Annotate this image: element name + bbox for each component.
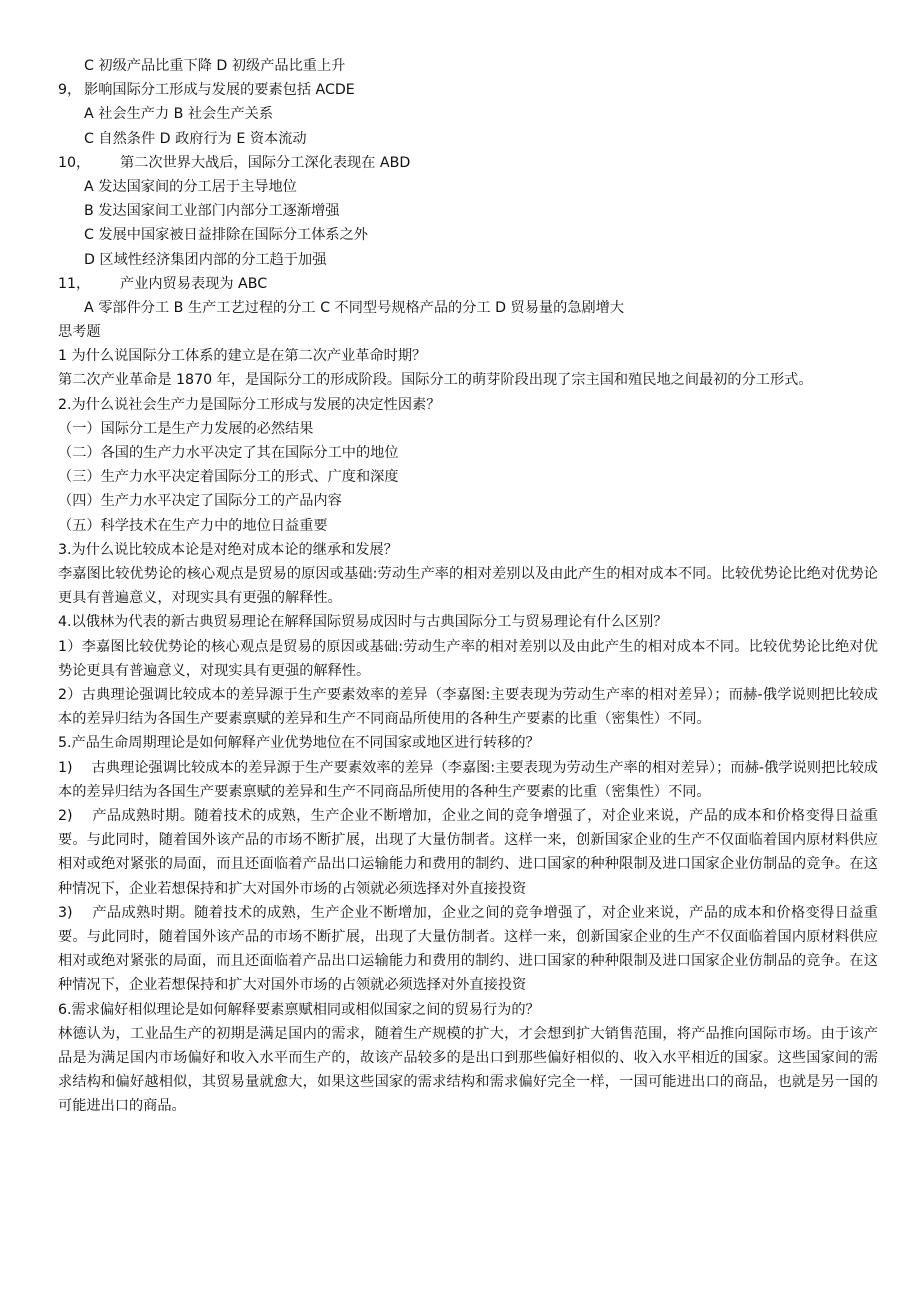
thinking-question-5: 5.产品生命周期理论是如何解释产业优势地位在不同国家或地区进行转移的？ <box>58 735 540 752</box>
option-line: A 社会生产力 B 社会生产关系 <box>84 106 274 123</box>
question-number: 11， <box>58 275 91 292</box>
list-item: （四）生产力水平决定了国际分工的产品内容 <box>58 493 342 510</box>
option-line: D 区域性经济集团内部的分工趋于加强 <box>84 251 327 268</box>
list-item: （二）各国的生产力水平决定了其在国际分工中的地位 <box>58 445 399 462</box>
list-item: （三）生产力水平决定着国际分工的形式、广度和深度 <box>58 469 399 486</box>
question-9 <box>58 78 878 102</box>
answer-paragraph: 2) 产品成熟时期。随着技术的成熟，生产企业不断增加，企业之间的竞争增强了，对企业来说，产品的成本和价格变得日益重要。与此同时，随着国外该产品的市场不断扩展，出现了大量仿制者。这样一来，创新国家企业的生产不仅面临着国内原材料供应相对或绝对紧张的局面，而且还面临着产品出口运输能力和费用的制约、进口国家的种种限制及进口国家企业仿制品的竞争。在这种情况下，企业若想保持和扩大对国外市场的占领就必须选择对外直接投资 <box>58 807 878 897</box>
thinking-question-4: 4.以俄林为代表的新古典贸易理论在解释国际贸易成因时与古典国际分工与贸易理论有什么区别？ <box>58 614 668 631</box>
question-text: 第二次世界大战后，国际分工深化表现在 ABD <box>120 154 411 171</box>
document-page <box>58 54 878 1119</box>
option-line: B 发达国家间工业部门内部分工逐渐增强 <box>84 203 340 220</box>
answer-paragraph: 1) 古典理论强调比较成本的差异源于生产要素效率的差异（李嘉图:主要表现为劳动生产率的相对差异）；而赫-俄学说则把比较成本的差异归结为各国生产要素禀赋的差异和生产不同商品所使用的各种生产要素的比重（密集性）不同。 <box>58 759 878 800</box>
answer-paragraph: 李嘉图比较优势论的核心观点是贸易的原因或基础:劳动生产率的相对差别以及由此产生的相对成本不同。比较优势论比绝对优势论更具有普遍意义，对现实具有更强的解释性。 <box>58 565 878 607</box>
question-number: 9， <box>58 82 82 99</box>
option-line: C 自然条件 D 政府行为 E 资本流动 <box>84 130 307 147</box>
question-11 <box>58 272 878 296</box>
option-line: C 发展中国家被日益排除在国际分工体系之外 <box>84 227 368 244</box>
list-item: （五）科学技术在生产力中的地位日益重要 <box>58 517 328 534</box>
answer-paragraph: 第二次产业革命是 1870 年，是国际分工的形成阶段。国际分工的萌芽阶段出现了宗主国和殖民地之间最初的分工形式。 <box>58 372 813 389</box>
question-text: 产业内贸易表现为 ABC <box>120 275 268 292</box>
thinking-question-6: 6.需求偏好相似理论是如何解释要素禀赋相同或相似国家之间的贸易行为的？ <box>58 1001 540 1018</box>
answer-paragraph: 林德认为，工业品生产的初期是满足国内的需求，随着生产规模的扩大，才会想到扩大销售范围，将产品推向国际市场。由于该产品是为满足国内市场偏好和收入水平而生产的，故该产品较多的是出口到那些偏好相似的、收入水平相近的国家。这些国家间的需求结构和偏好越相似，其贸易量就愈大，如果这些国家的需求结构和需求偏好完全一样，一国可能进出口的商品，也就是另一国的可能进出口的商品。 <box>58 1025 878 1115</box>
question-text: 影响国际分工形成与发展的要素包括 ACDE <box>84 82 355 99</box>
option-line: C 初级产品比重下降 D 初级产品比重上升 <box>84 58 346 74</box>
section-title: 思考题 <box>58 324 101 341</box>
answer-paragraph: 2）古典理论强调比较成本的差异源于生产要素效率的差异（李嘉图:主要表现为劳动生产率的相对差异）；而赫-俄学说则把比较成本的差异归结为各国生产要素禀赋的差异和生产不同商品所使用的各种生产要素的比重（密集性）不同。 <box>58 686 878 728</box>
option-line: A 发达国家间的分工居于主导地位 <box>84 178 297 195</box>
question-number: 10， <box>58 154 91 171</box>
option-line: A 零部件分工 B 生产工艺过程的分工 C 不同型号规格产品的分工 D 贸易量的急剧增大 <box>84 299 625 316</box>
thinking-question-3: 3.为什么说比较成本论是对绝对成本论的继承和发展？ <box>58 541 398 558</box>
thinking-question-1: 1 为什么说国际分工体系的建立是在第二次产业革命时期？ <box>58 348 427 365</box>
answer-paragraph: 3) 产品成熟时期。随着技术的成熟，生产企业不断增加，企业之间的竞争增强了，对企业来说，产品的成本和价格变得日益重要。与此同时，随着国外该产品的市场不断扩展，出现了大量仿制者。这样一来，创新国家企业的生产不仅面临着国内原材料供应相对或绝对紧张的局面，而且还面临着产品出口运输能力和费用的制约、进口国家的种种限制及进口国家企业仿制品的竞争。在这种情况下，企业若想保持和扩大对国外市场的占领就必须选择对外直接投资 <box>58 904 878 994</box>
thinking-question-2: 2.为什么说社会生产力是国际分工形成与发展的决定性因素？ <box>58 396 441 413</box>
list-item: （一）国际分工是生产力发展的必然结果 <box>58 420 314 437</box>
question-10 <box>58 151 878 175</box>
answer-paragraph: 1）李嘉图比较优势论的核心观点是贸易的原因或基础:劳动生产率的相对差别以及由此产生的相对成本不同。比较优势论比绝对优势论更具有普遍意义，对现实具有更强的解释性。 <box>58 638 878 679</box>
